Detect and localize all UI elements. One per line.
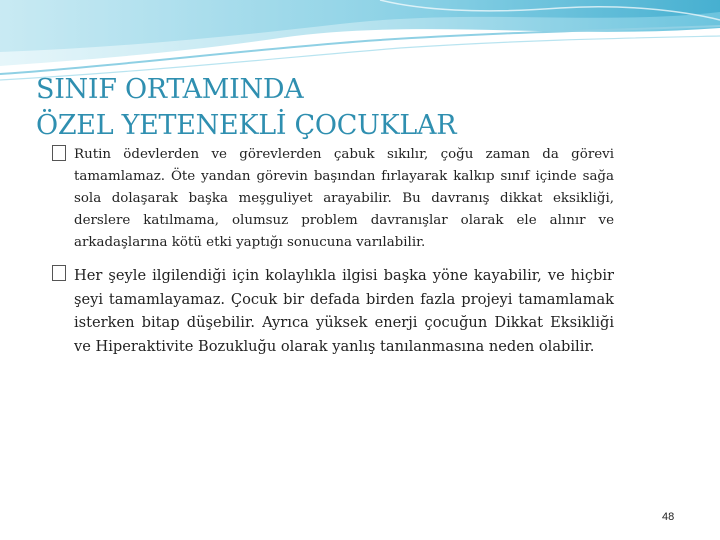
- page-number: 48: [662, 511, 675, 523]
- bullet-item-1: [52, 144, 614, 254]
- bullet-text-2: Her şeyle ilgilendiği için kolaylıkla ilgisi başka yöne kayabilir, ve hiçbir şeyi tamamlayamaz. Çocuk bir defada birden fazla projeyi tamamlamak isterken bitap düşebilir. Ayrıca yüksek enerji çocuğun Dikkat Eksikliği ve Hiperaktivite Bozukluğu olarak yanlış tanılanmasına neden olabilir.: [74, 267, 614, 355]
- bullet-list: [52, 144, 614, 358]
- bullet-text-1: Rutin ödevlerden ve görevlerden çabuk sıkılır, çoğu zaman da görevi tamamlamaz. Öte yandan görevin başından fırlayarak kalkıp sınıf içinde sağa sola dolaşarak başka meşguliyet arayabilir. Bu davranış dikkat eksikliği, derslere katılmama, olumsuz problem davranışlar olarak ele alınır ve arkadaşlarına kötü etki yaptığı sonucuna varılabilir.: [74, 147, 614, 250]
- slide-title-line-1: SINIF ORTAMINDA: [36, 74, 304, 105]
- slide-title-line-2: ÖZEL YETENEKLİ ÇOCUKLAR: [36, 110, 457, 141]
- slide-title: [36, 72, 676, 144]
- bullet-item-2: [52, 264, 614, 358]
- bullet-box-icon: [52, 145, 66, 161]
- bullet-box-icon: [52, 265, 66, 281]
